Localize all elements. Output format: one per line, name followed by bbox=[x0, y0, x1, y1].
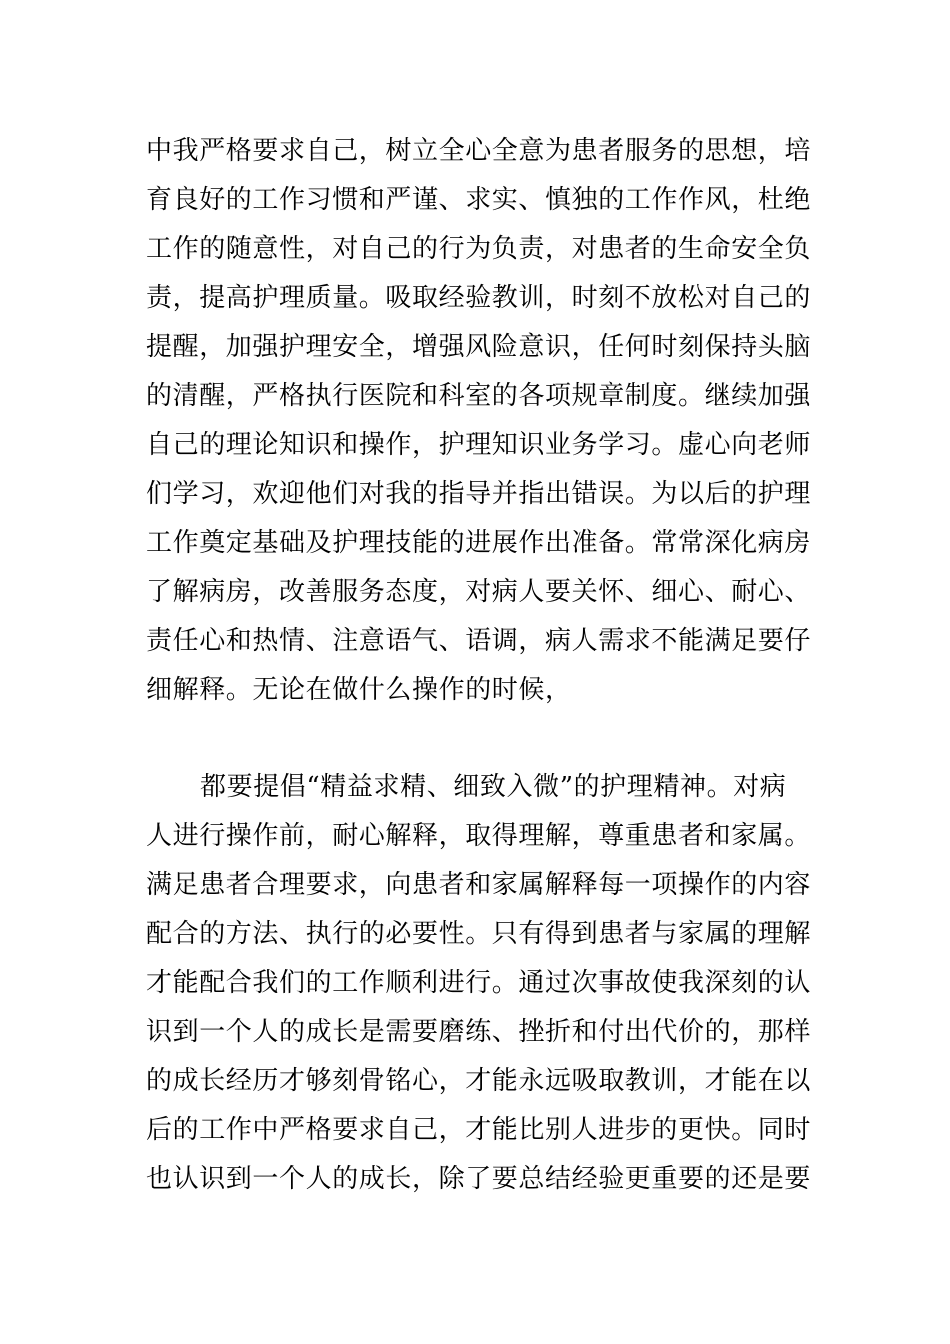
text-line: 责任心和热情、注意语气、语调，病人需求不能满足要仔 bbox=[146, 626, 812, 656]
text-line: 也认识到一个人的成长，除了要总结经验更重要的还是要 bbox=[146, 1164, 812, 1194]
text-line: 自己的理论知识和操作，护理知识业务学习。虚心向老师 bbox=[146, 430, 812, 460]
text-line: 配合的方法、执行的必要性。只有得到患者与家属的理解 bbox=[146, 919, 812, 949]
text-line: 们学习，欢迎他们对我的指导并指出错误。为以后的护理 bbox=[146, 479, 812, 509]
text-line: 细解释。无论在做什么操作的时候， bbox=[146, 675, 572, 705]
text-line: 后的工作中严格要求自己，才能比别人进步的更快。同时 bbox=[146, 1115, 812, 1145]
text-line: 中我严格要求自己，树立全心全意为患者服务的思想，培 bbox=[146, 136, 812, 166]
text-line: 的成长经历才够刻骨铭心，才能永远吸取教训，才能在以 bbox=[146, 1066, 812, 1096]
text-line: 责，提高护理质量。吸取经验教训，时刻不放松对自己的 bbox=[146, 283, 812, 313]
text-line: 满足患者合理要求，向患者和家属解释每一项操作的内容 bbox=[146, 870, 812, 900]
text-line: 人进行操作前，耐心解释，取得理解，尊重患者和家属。 bbox=[146, 821, 812, 851]
text-line: 工作奠定基础及护理技能的进展作出准备。常常深化病房 bbox=[146, 528, 812, 558]
text-line: 提醒，加强护理安全，增强风险意识，任何时刻保持头脑 bbox=[146, 332, 812, 362]
text-line: 育良好的工作习惯和严谨、求实、慎独的工作作风，杜绝 bbox=[146, 185, 812, 215]
text-line: 的清醒，严格执行医院和科室的各项规章制度。继续加强 bbox=[146, 381, 812, 411]
text-line: 才能配合我们的工作顺利进行。通过次事故使我深刻的认 bbox=[146, 968, 812, 998]
text-line: 了解病房，改善服务态度，对病人要关怀、细心、耐心、 bbox=[146, 577, 812, 607]
text-line: 识到一个人的成长是需要磨练、挫折和付出代价的，那样 bbox=[146, 1017, 812, 1047]
text-line: 都要提倡“精益求精、细致入微”的护理精神。对病 bbox=[200, 772, 787, 802]
text-line: 工作的随意性，对自己的行为负责，对患者的生命安全负 bbox=[146, 234, 812, 264]
